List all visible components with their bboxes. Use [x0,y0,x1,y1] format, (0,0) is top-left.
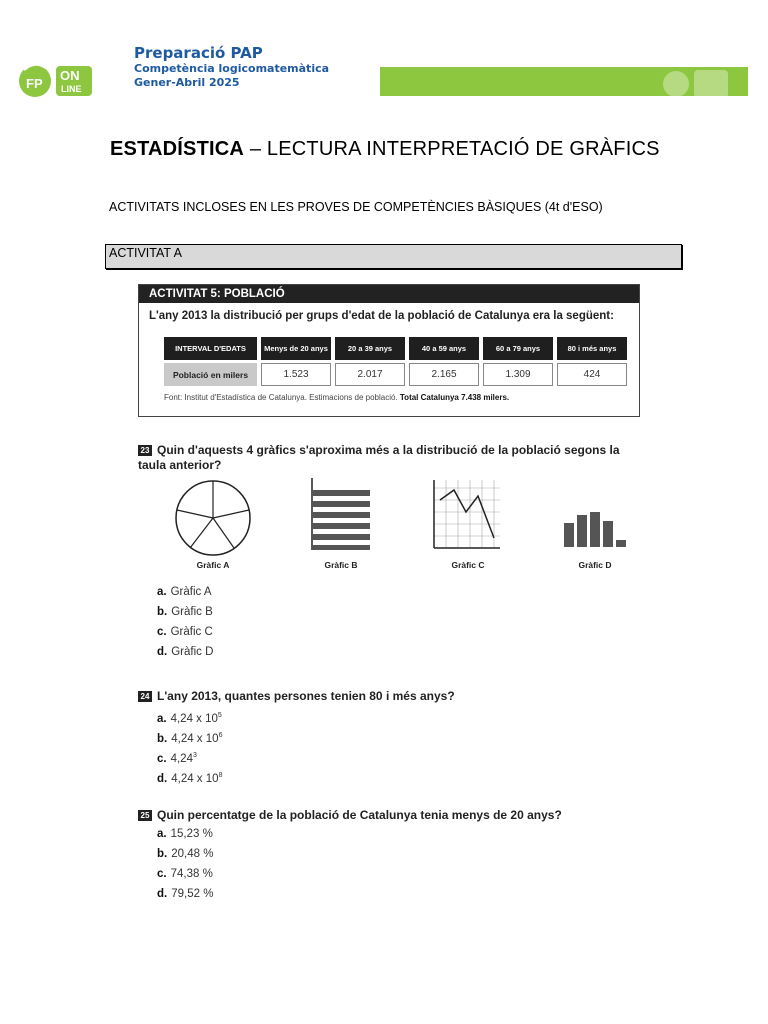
option-c[interactable] [157,746,222,766]
activity-label-box: ACTIVITAT A [105,244,682,269]
page-subtitle: ACTIVITATS INCLOSES EN LES PROVES DE COMPETÈNCIES BÀSIQUES (4t d'ESO) [109,200,603,214]
question-24 [138,689,455,704]
page-title [110,138,660,161]
table-cell: 1.523 [261,363,331,386]
activity-panel [138,284,640,417]
option-c[interactable] [157,622,213,642]
header-subject: Competència logicomatemàtica [134,62,330,75]
graph-b-bars [310,478,372,550]
table-header-row [164,337,627,360]
logo-on-text: ON [60,68,80,83]
graph-b-label: Gràfic B [324,560,358,570]
activity-panel-question: L'any 2013 la distribució per grups d'edat de la població de Catalunya era la següent: [149,310,614,322]
question-text: Quin percentatge de la població de Catalunya tenia menys de 20 anys? [157,808,562,822]
question-25 [138,808,562,823]
table-cell: 424 [557,363,627,386]
option-letter: b. [157,848,168,860]
option-letter: a. [157,586,167,598]
option-exponent: 5 [217,712,222,719]
option-letter: c. [157,868,167,880]
header-text [134,44,329,90]
table-row-label: Població en milers [164,363,257,386]
option-text: 20,48 % [171,848,214,860]
table-source-text: Font: Institut d'Estadística de Catalunya. Estimacions de població. [164,393,398,402]
option-text: Gràfic B [171,606,213,618]
question-number: 24 [138,691,152,702]
question-23-options [157,582,213,662]
table-source [164,393,509,402]
graph-a-pie [170,478,256,558]
question-24-options [157,706,222,786]
option-text: Gràfic A [170,586,212,598]
option-letter: c. [157,626,167,638]
table-header-cell: Menys de 20 anys [261,337,331,360]
option-letter: a. [157,828,167,840]
graph-a-label: Gràfic A [196,560,230,570]
table-header-cell: INTERVAL D'EDATS [164,337,257,360]
table-cell: 2.165 [409,363,479,386]
activity-panel-heading: ACTIVITAT 5: POBLACIÓ [139,285,639,303]
page-title-rest: – LECTURA INTERPRETACIÓ DE GRÀFICS [244,138,660,160]
option-b[interactable] [157,844,213,864]
population-table [164,337,627,389]
graph-c-line [432,478,502,550]
question-23 [138,443,628,473]
option-d[interactable] [157,766,222,786]
question-number: 25 [138,810,152,821]
fp-online-logo [18,58,96,100]
option-text: 4,24 x 10 [170,712,218,725]
option-exponent: 6 [218,732,223,739]
option-exponent: 8 [218,772,223,779]
logo-line-text: LINE [61,84,82,94]
table-row [164,363,627,386]
option-text: 79,52 % [171,888,214,900]
option-a[interactable] [157,824,213,844]
option-a[interactable] [157,582,213,602]
table-header-cell: 80 i més anys [557,337,627,360]
graph-d-columns [562,478,628,550]
header-title: Preparació PAP [134,44,263,62]
option-text: 4,24 x 10 [171,732,219,745]
table-cell: 2.017 [335,363,405,386]
option-exponent: 3 [192,752,197,759]
option-letter: b. [157,606,168,618]
option-letter: c. [157,752,167,765]
option-text: 4,24 x 10 [171,772,219,785]
option-text: 4,24 [170,752,193,765]
option-c[interactable] [157,864,213,884]
option-b[interactable] [157,726,222,746]
option-text: 74,38 % [170,868,213,880]
option-text: Gràfic D [171,646,214,658]
option-text: 15,23 % [170,828,213,840]
question-text: L'any 2013, quantes persones tenien 80 i més anys? [157,689,455,703]
option-letter: d. [157,888,168,900]
option-letter: d. [157,772,168,785]
question-text: Quin d'aquests 4 gràfics s'aproxima més a la distribució de la població segons la taula anterior? [138,443,620,472]
table-header-cell: 60 a 79 anys [483,337,553,360]
header-green-band [380,67,748,96]
logo-fp-text: FP [26,76,43,91]
option-a[interactable] [157,706,222,726]
table-header-cell: 20 a 39 anys [335,337,405,360]
header-period: Gener-Abril 2025 [134,76,240,89]
page-title-bold: ESTADÍSTICA [110,138,245,160]
table-source-total: Total Catalunya 7.438 milers. [399,393,510,402]
question-25-options [157,824,213,904]
option-d[interactable] [157,884,213,904]
option-d[interactable] [157,642,213,662]
option-letter: a. [157,712,167,725]
option-letter: d. [157,646,168,658]
option-b[interactable] [157,602,213,622]
graph-d-label: Gràfic D [578,560,612,570]
band-watermark-logo [662,67,732,96]
table-header-cell: 40 a 59 anys [409,337,479,360]
option-text: Gràfic C [170,626,213,638]
question-number: 23 [138,445,152,456]
table-cell: 1.309 [483,363,553,386]
option-letter: b. [157,732,168,745]
graph-c-label: Gràfic C [451,560,485,570]
